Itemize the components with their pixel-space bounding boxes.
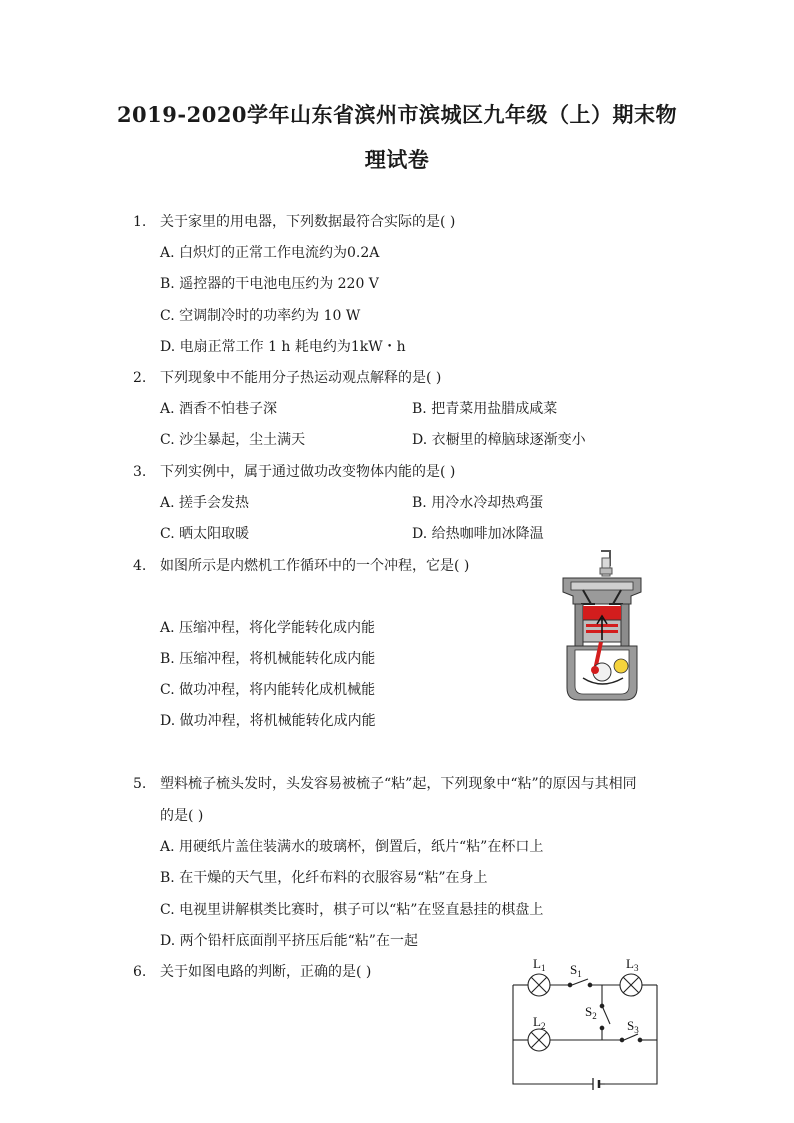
option-d: D. 给热咖啡加冰降温 bbox=[412, 526, 544, 542]
label-s3: $S_3$ bbox=[627, 1018, 639, 1035]
option-a: A. 搓手会发热 bbox=[160, 495, 250, 511]
option-c: C. 电视里讲解棋类比赛时，棋子可以“粘”在竖直悬挂的棋盘上 bbox=[160, 902, 544, 918]
question-stem: 下列现象中不能用分子热运动观点解释的是( ) bbox=[160, 370, 442, 386]
option-d: D. 两个铅杆底面削平挤压后能“粘”在一起 bbox=[160, 933, 418, 949]
question-stem: 关于如图电路的判断，正确的是( ) bbox=[160, 964, 372, 980]
question-number: 6. bbox=[133, 964, 147, 980]
question-stem-continued: 的是( ) bbox=[160, 808, 204, 824]
circuit-diagram bbox=[500, 952, 670, 1092]
option-c: C. 晒太阳取暖 bbox=[160, 526, 250, 542]
option-a: A. 白炽灯的正常工作电流约为0.2A bbox=[160, 245, 380, 261]
label-s2: $S_2$ bbox=[585, 1004, 597, 1021]
question-stem: 如图所示是内燃机工作循环中的一个冲程，它是( ) bbox=[160, 558, 470, 574]
question-stem: 关于家里的用电器，下列数据最符合实际的是( ) bbox=[160, 214, 456, 230]
question-number: 4. bbox=[133, 558, 147, 574]
option-b: B. 把青菜用盐腊成咸菜 bbox=[412, 401, 558, 417]
option-a: A. 压缩冲程，将化学能转化成内能 bbox=[160, 620, 376, 636]
option-b: B. 压缩冲程，将机械能转化成内能 bbox=[160, 651, 376, 667]
label-s1: $S_1$ bbox=[570, 962, 582, 979]
option-c: C. 做功冲程，将内能转化成机械能 bbox=[160, 682, 376, 698]
option-b: B. 遥控器的干电池电压约为 220 V bbox=[160, 276, 379, 292]
question-number: 2. bbox=[133, 370, 147, 386]
document-title-line1: 2019-2020学年山东省滨州市滨城区九年级（上）期末物 bbox=[116, 102, 678, 127]
option-d: D. 做功冲程，将机械能转化成内能 bbox=[160, 713, 376, 729]
option-a: A. 酒香不怕巷子深 bbox=[160, 401, 278, 417]
question-stem: 塑料梳子梳头发时，头发容易被梳子“粘”起，下列现象中“粘”的原因与其相同 bbox=[160, 776, 637, 792]
document-title-line2: 理试卷 bbox=[364, 147, 430, 172]
question-number: 1. bbox=[133, 214, 147, 230]
option-c: C. 空调制冷时的功率约为 10 W bbox=[160, 308, 361, 324]
option-a: A. 用硬纸片盖住装满水的玻璃杯，倒置后，纸片“粘”在杯口上 bbox=[160, 839, 544, 855]
label-l1: $L_1$ bbox=[533, 956, 546, 973]
engine-stroke-figure bbox=[545, 548, 655, 704]
label-l3: $L_3$ bbox=[626, 956, 639, 973]
question-number: 3. bbox=[133, 464, 147, 480]
option-d: D. 电扇正常工作 1 h 耗电约为1kW・h bbox=[160, 339, 406, 355]
option-c: C. 沙尘暴起，尘土满天 bbox=[160, 432, 306, 448]
question-stem: 下列实例中，属于通过做功改变物体内能的是( ) bbox=[160, 464, 456, 480]
option-b: B. 用冷水冷却热鸡蛋 bbox=[412, 495, 544, 511]
option-b: B. 在干燥的天气里，化纤布料的衣服容易“粘”在身上 bbox=[160, 870, 488, 886]
option-d: D. 衣橱里的樟脑球逐渐变小 bbox=[412, 432, 586, 448]
label-l2: $L_2$ bbox=[533, 1014, 546, 1031]
question-number: 5. bbox=[133, 776, 147, 792]
